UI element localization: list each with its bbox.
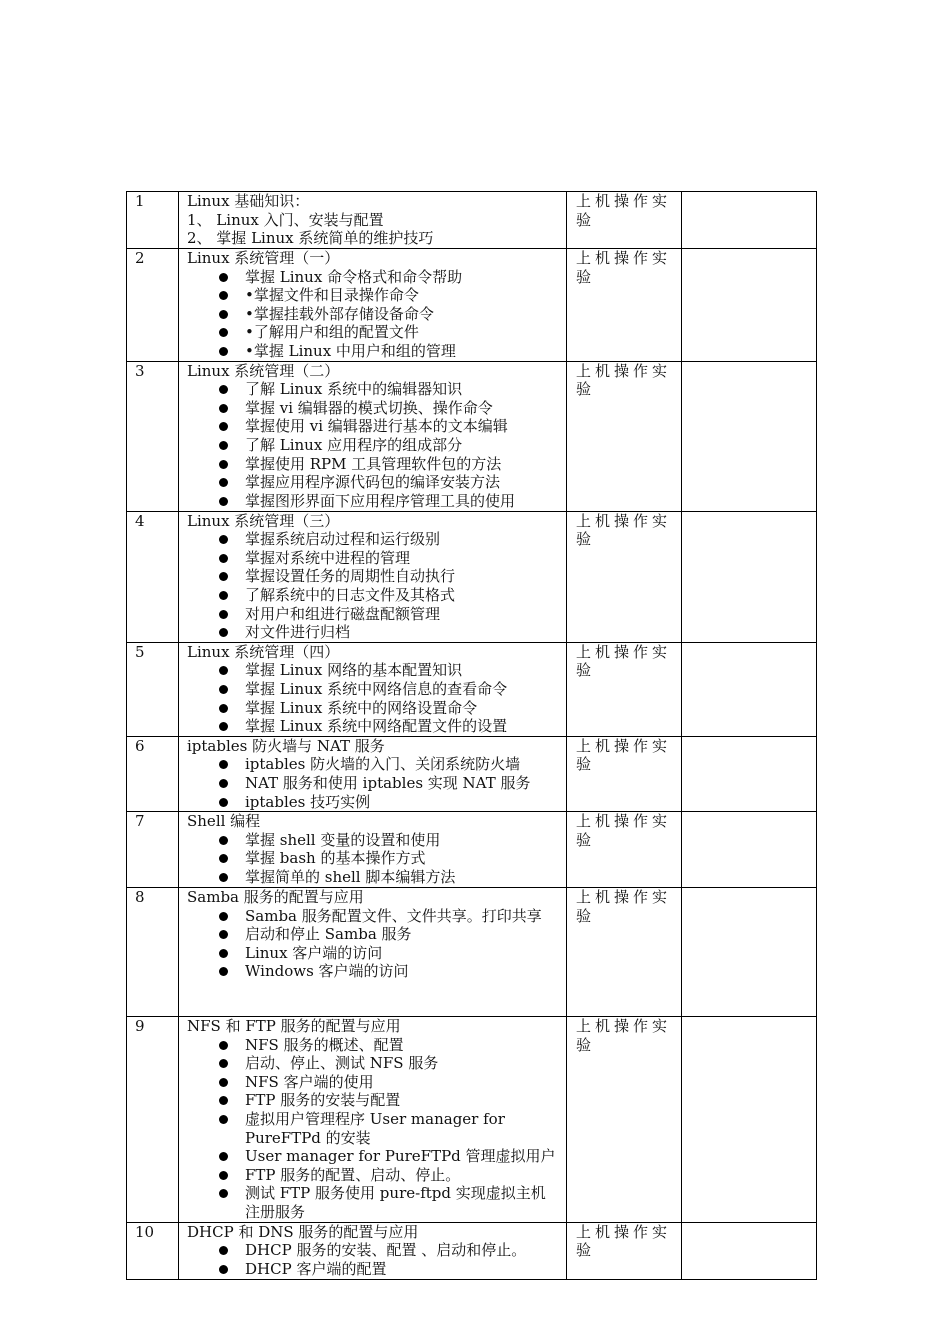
list-item-text: 掌握 vi 编辑器的模式切换、操作命令	[245, 398, 493, 417]
row-content	[179, 736, 567, 811]
lab-type: 上机操作实验	[567, 1222, 682, 1279]
bullet-icon	[219, 535, 228, 544]
list-item	[187, 399, 560, 418]
bullet-icon	[219, 1115, 228, 1124]
table-row	[127, 249, 817, 362]
list-item	[187, 774, 560, 793]
list-item-text: 掌握应用程序源代码包的编译安装方法	[245, 473, 501, 492]
list-item-text: Samba 服务配置文件、文件共享。打印共享	[245, 906, 542, 925]
topic-list	[187, 755, 560, 811]
list-item-text: 启动、停止、测试 NFS 服务	[245, 1054, 439, 1073]
bullet-icon	[219, 291, 228, 300]
list-item-text: NFS 客户端的使用	[245, 1072, 374, 1091]
bullet-icon	[219, 722, 228, 731]
list-item	[187, 549, 560, 568]
lab-type: 上机操作实验	[567, 361, 682, 511]
list-item	[187, 661, 560, 680]
lab-type: 上机操作实验	[567, 888, 682, 1017]
list-item-text: NAT 服务和使用 iptables 实现 NAT 服务	[245, 773, 531, 792]
empty-cell	[682, 812, 817, 888]
bullet-icon	[219, 1246, 228, 1255]
list-item	[187, 925, 560, 944]
list-item	[187, 1110, 560, 1147]
bullet-icon	[219, 497, 228, 506]
bullet-icon	[219, 273, 228, 282]
row-content	[179, 888, 567, 1017]
bullet-icon	[219, 949, 228, 958]
empty-cell	[682, 361, 817, 511]
list-item	[187, 567, 560, 586]
bullet-icon	[219, 779, 228, 788]
row-content	[179, 511, 567, 642]
list-item	[187, 1073, 560, 1092]
bullet-icon	[219, 873, 228, 882]
list-item	[187, 492, 560, 511]
list-item	[187, 1241, 560, 1260]
list-item-text: 测试 FTP 服务使用 pure-ftpd 实现虚拟主机注册服务	[245, 1184, 546, 1222]
empty-cell	[682, 249, 817, 362]
table-row	[127, 812, 817, 888]
list-item-text: FTP 服务的配置、启动、停止。	[245, 1165, 461, 1184]
empty-cell	[682, 642, 817, 736]
list-item	[187, 1184, 560, 1221]
list-item	[187, 305, 560, 324]
bullet-icon	[219, 347, 228, 356]
topic-list	[187, 1241, 560, 1278]
list-item	[187, 1147, 560, 1166]
list-item-text: •了解用户和组的配置文件	[245, 323, 419, 342]
row-content	[179, 1222, 567, 1279]
bullet-icon	[219, 1189, 228, 1198]
topic-list	[187, 1036, 560, 1222]
list-item	[187, 342, 560, 361]
list-item-text: 对文件进行归档	[245, 623, 351, 642]
list-item	[187, 962, 560, 981]
list-item	[187, 1091, 560, 1110]
list-item	[187, 907, 560, 926]
lab-type: 上机操作实验	[567, 192, 682, 249]
list-item	[187, 1166, 560, 1185]
bullet-icon	[219, 610, 228, 619]
bullet-icon	[219, 967, 228, 976]
row-number: 7	[127, 812, 179, 888]
table-row	[127, 361, 817, 511]
course-schedule-table	[126, 191, 817, 1280]
bullet-icon	[219, 328, 228, 337]
topic-title: Linux 系统管理（四）	[187, 642, 340, 661]
bullet-icon	[219, 441, 228, 450]
list-item-text: 掌握 bash 的基本操作方式	[245, 849, 426, 868]
bullet-icon	[219, 854, 228, 863]
list-item	[187, 868, 560, 887]
bullet-icon	[219, 422, 228, 431]
bullet-icon	[219, 1171, 228, 1180]
lab-type: 上机操作实验	[567, 736, 682, 811]
row-number: 9	[127, 1017, 179, 1223]
list-item-text: DHCP 服务的安装、配置 、启动和停止。	[245, 1241, 527, 1260]
row-number: 3	[127, 361, 179, 511]
bullet-icon	[219, 554, 228, 563]
list-item-text: 掌握系统启动过程和运行级别	[245, 530, 441, 549]
list-item-text: 掌握 Linux 系统中的网络设置命令	[245, 698, 478, 717]
table-row	[127, 888, 817, 1017]
table-row	[127, 1017, 817, 1223]
bullet-icon	[219, 628, 228, 637]
list-item	[187, 586, 560, 605]
topic-title: iptables 防火墙与 NAT 服务	[187, 736, 385, 755]
bullet-icon	[219, 572, 228, 581]
bullet-icon	[219, 478, 228, 487]
topic-title: Linux 系统管理（二）	[187, 361, 340, 380]
list-item	[187, 530, 560, 549]
list-item-text: 启动和停止 Samba 服务	[245, 925, 412, 944]
bullet-icon	[219, 591, 228, 600]
list-item-text: 掌握 Linux 网络的基本配置知识	[245, 661, 463, 680]
list-item	[187, 699, 560, 718]
topic-title: Linux 系统管理（一）	[187, 249, 340, 267]
bullet-icon	[219, 1041, 228, 1050]
row-content	[179, 361, 567, 511]
list-item	[187, 1036, 560, 1055]
topic-list	[187, 380, 560, 510]
list-item-text: •掌握文件和目录操作命令	[245, 286, 419, 305]
bullet-icon	[219, 760, 228, 769]
list-item-text: 掌握设置任务的周期性自动执行	[245, 567, 456, 586]
table-row	[127, 511, 817, 642]
topic-list	[187, 661, 560, 735]
list-item	[187, 1054, 560, 1073]
list-item-text: 掌握使用 vi 编辑器进行基本的文本编辑	[245, 417, 508, 436]
row-number: 4	[127, 511, 179, 642]
topic-title: Linux 基础知识：	[187, 192, 310, 210]
bullet-icon	[219, 836, 228, 845]
list-item	[187, 455, 560, 474]
row-content	[179, 192, 567, 249]
list-item	[187, 323, 560, 342]
empty-cell	[682, 1222, 817, 1279]
empty-cell	[682, 511, 817, 642]
list-item-text: 掌握图形界面下应用程序管理工具的使用	[245, 491, 516, 510]
bullet-icon	[219, 404, 228, 413]
list-item	[187, 680, 560, 699]
list-item-text: NFS 服务的概述、配置	[245, 1035, 404, 1054]
topic-list	[187, 907, 560, 981]
row-number: 10	[127, 1222, 179, 1279]
list-item	[187, 380, 560, 399]
empty-cell	[682, 736, 817, 811]
row-number: 6	[127, 736, 179, 811]
list-item	[187, 623, 560, 642]
list-item-text: DHCP 客户端的配置	[245, 1259, 387, 1278]
bullet-icon	[219, 798, 228, 807]
topic-line: 1、 Linux 入门、安装与配置	[187, 210, 384, 229]
list-item-text: Linux 客户端的访问	[245, 943, 383, 962]
list-item-text: 掌握简单的 shell 脚本编辑方法	[245, 867, 456, 886]
table-body	[127, 192, 817, 1280]
bullet-icon	[219, 1096, 228, 1105]
topic-title: NFS 和 FTP 服务的配置与应用	[187, 1017, 401, 1036]
bullet-icon	[219, 385, 228, 394]
bullet-icon	[219, 930, 228, 939]
list-item	[187, 944, 560, 963]
table-row	[127, 192, 817, 249]
list-item-text: FTP 服务的安装与配置	[245, 1091, 401, 1110]
empty-cell	[682, 192, 817, 249]
lab-type: 上机操作实验	[567, 812, 682, 888]
topic-list	[187, 530, 560, 642]
list-item	[187, 286, 560, 305]
row-number: 1	[127, 192, 179, 249]
list-item	[187, 473, 560, 492]
list-item-text: 掌握 Linux 系统中网络配置文件的设置	[245, 717, 508, 736]
row-number: 2	[127, 249, 179, 362]
row-number: 5	[127, 642, 179, 736]
topic-line: 2、 掌握 Linux 系统简单的维护技巧	[187, 229, 434, 248]
list-item-text: 虚拟用户管理程序 User manager for PureFTPd 的安装	[245, 1110, 505, 1147]
table-row	[127, 1222, 817, 1279]
list-item-text: 了解 Linux 系统中的编辑器知识	[245, 380, 463, 399]
bullet-icon	[219, 704, 228, 713]
row-content	[179, 812, 567, 888]
lab-type: 上机操作实验	[567, 511, 682, 642]
list-item-text: User manager for PureFTPd 管理虚拟用户	[245, 1147, 556, 1166]
list-item	[187, 849, 560, 868]
bullet-icon	[219, 685, 228, 694]
row-content	[179, 1017, 567, 1223]
topic-title: Linux 系统管理（三）	[187, 511, 340, 530]
list-item-text: 掌握 Linux 命令格式和命令帮助	[245, 267, 463, 286]
list-item	[187, 436, 560, 455]
topic-title: Shell 编程	[187, 812, 261, 831]
list-item	[187, 417, 560, 436]
list-item-text: •掌握挂载外部存储设备命令	[245, 304, 434, 323]
list-item-text: 掌握 Linux 系统中网络信息的查看命令	[245, 679, 508, 698]
list-item	[187, 755, 560, 774]
row-number: 8	[127, 888, 179, 1017]
list-item	[187, 717, 560, 736]
list-item-text: 掌握使用 RPM 工具管理软件包的方法	[245, 454, 502, 473]
bullet-icon	[219, 1078, 228, 1087]
bullet-icon	[219, 460, 228, 469]
bullet-icon	[219, 310, 228, 319]
empty-cell	[682, 888, 817, 1017]
lab-type: 上机操作实验	[567, 249, 682, 362]
topic-title: DHCP 和 DNS 服务的配置与应用	[187, 1222, 419, 1241]
list-item	[187, 793, 560, 812]
table-row	[127, 642, 817, 736]
bullet-icon	[219, 1152, 228, 1161]
list-item-text: Windows 客户端的访问	[245, 962, 409, 981]
row-content	[179, 642, 567, 736]
list-item-text: 掌握 shell 变量的设置和使用	[245, 830, 441, 849]
list-item-text: iptables 防火墙的入门、关闭系统防火墙	[245, 755, 521, 774]
list-item-text: 了解 Linux 应用程序的组成部分	[245, 435, 463, 454]
list-item-text: •掌握 Linux 中用户和组的管理	[245, 341, 456, 360]
list-item	[187, 831, 560, 850]
topic-list	[187, 831, 560, 887]
lab-type: 上机操作实验	[567, 642, 682, 736]
list-item-text: iptables 技巧实例	[245, 792, 371, 811]
bullet-icon	[219, 1059, 228, 1068]
row-content	[179, 249, 567, 362]
lab-type: 上机操作实验	[567, 1017, 682, 1223]
bullet-icon	[219, 912, 228, 921]
list-item-text: 对用户和组进行磁盘配额管理	[245, 604, 441, 623]
table-row	[127, 736, 817, 811]
list-item	[187, 268, 560, 287]
bullet-icon	[219, 1265, 228, 1274]
topic-list	[187, 268, 560, 361]
list-item	[187, 605, 560, 624]
topic-title: Samba 服务的配置与应用	[187, 888, 364, 907]
list-item-text: 掌握对系统中进程的管理	[245, 548, 411, 567]
list-item	[187, 1260, 560, 1279]
bullet-icon	[219, 666, 228, 675]
empty-cell	[682, 1017, 817, 1223]
list-item-text: 了解系统中的日志文件及其格式	[245, 585, 456, 604]
